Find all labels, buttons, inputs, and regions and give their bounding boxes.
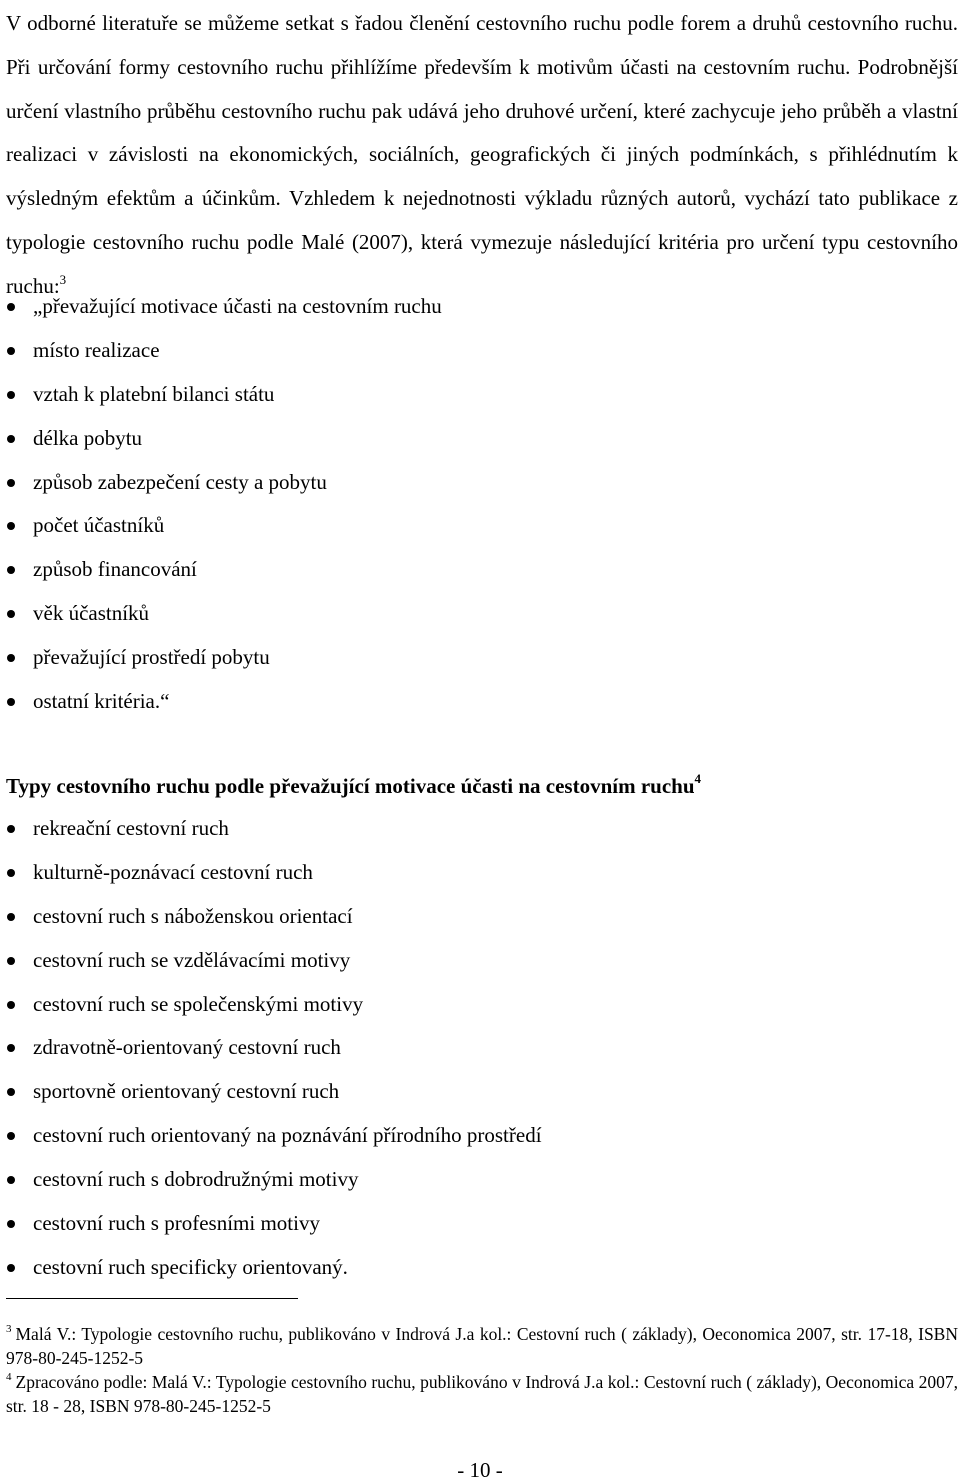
bullet-icon: [7, 522, 15, 530]
list-item: cestovní ruch s dobrodružnými motivy: [6, 1158, 946, 1202]
list-item: délka pobytu: [6, 417, 946, 461]
bullet-icon: [7, 303, 15, 311]
footnote-3: [6, 1322, 958, 1370]
document-page: [6, 0, 958, 1416]
footnote-text: Malá V.: Typologie cestovního ruchu, publikováno v Indrová J.a kol.: Cestovní ruch ( základy), Oeconomica 2007, str. 17-18, ISBN 978-80-245-1252-5: [6, 1324, 958, 1368]
bullet-icon: [7, 610, 15, 618]
list-item: cestovní ruch se společenskými motivy: [6, 983, 946, 1027]
list-item: cestovní ruch s náboženskou orientací: [6, 895, 946, 939]
criteria-list: [6, 285, 946, 724]
bullet-icon: [7, 825, 15, 833]
list-item: způsob financování: [6, 548, 946, 592]
footnote-divider: [6, 1298, 298, 1299]
list-item: místo realizace: [6, 329, 946, 373]
list-item: ostatní kritéria.“: [6, 680, 946, 724]
bullet-icon: [7, 347, 15, 355]
list-item: cestovní ruch s profesními motivy: [6, 1202, 946, 1246]
bullet-icon: [7, 698, 15, 706]
bullet-icon: [7, 479, 15, 487]
list-item: kulturně-poznávací cestovní ruch: [6, 851, 946, 895]
bullet-icon: [7, 869, 15, 877]
footnote-ref-4[interactable]: 4: [694, 771, 702, 786]
list-item: věk účastníků: [6, 592, 946, 636]
footnote-text: Zpracováno podle: Malá V.: Typologie cestovního ruchu, publikováno v Indrová J.a kol.: Cestovní ruch ( základy), Oeconomica 2007, str. 18 - 28, ISBN 978-80-245-1252-5: [6, 1372, 958, 1416]
list-item: cestovní ruch se vzdělávacími motivy: [6, 939, 946, 983]
list-item: „převažující motivace účasti na cestovním ruchu: [6, 285, 946, 329]
intro-paragraph: [6, 0, 958, 309]
list-item: sportovně orientovaný cestovní ruch: [6, 1070, 946, 1114]
bullet-icon: [7, 435, 15, 443]
bullet-icon: [7, 1132, 15, 1140]
bullet-icon: [7, 1044, 15, 1052]
bullet-icon: [7, 1088, 15, 1096]
list-item: vztah k platební bilanci státu: [6, 373, 946, 417]
footnote-4: [6, 1370, 958, 1418]
footnote-number: 4: [6, 1371, 12, 1383]
bullet-icon: [7, 1220, 15, 1228]
bullet-icon: [7, 1001, 15, 1009]
bullet-icon: [7, 391, 15, 399]
list-item: převažující prostředí pobytu: [6, 636, 946, 680]
bullet-icon: [7, 913, 15, 921]
list-item: způsob zabezpečení cesty a pobytu: [6, 461, 946, 505]
list-item: cestovní ruch specificky orientovaný.: [6, 1246, 946, 1290]
bullet-icon: [7, 957, 15, 965]
list-item: cestovní ruch orientovaný na poznávání přírodního prostředí: [6, 1114, 946, 1158]
section-heading: [6, 770, 701, 802]
footnote-number: 3: [6, 1323, 12, 1335]
footnote-ref-3[interactable]: 3: [59, 271, 67, 287]
list-item: rekreační cestovní ruch: [6, 807, 946, 851]
list-item: zdravotně-orientovaný cestovní ruch: [6, 1026, 946, 1070]
bullet-icon: [7, 1176, 15, 1184]
list-item: počet účastníků: [6, 504, 946, 548]
page-number: - 10 -: [457, 1458, 503, 1482]
section-heading-text: Typy cestovního ruchu podle převažující motivace účasti na cestovním ruchu: [6, 774, 695, 798]
motivation-list: [6, 807, 946, 1290]
bullet-icon: [7, 566, 15, 574]
intro-text: V odborné literatuře se můžeme setkat s řadou členění cestovního ruchu podle forem a druhů cestovního ruchu. Při určování formy cestovního ruchu přihlížíme především k motivům účasti na cestovním ruchu. Podrobnější určení vlastního průběhu cestovního ruchu pak udává jeho druhové určení, které zachycuje jeho průběh a vlastní realizaci v závislosti na ekonomických, sociálních, geografických či jiných podmínkách, s přihlédnutím k výsledným efektům a účinkům. Vzhledem k nejednotnosti výkladu různých autorů, vychází tato publikace z typologie cestovního ruchu podle Malé (2007), která vymezuje následující kritéria pro určení typu cestovního ruchu:: [6, 11, 958, 298]
bullet-icon: [7, 654, 15, 662]
footnotes: [6, 1322, 958, 1418]
bullet-icon: [7, 1264, 15, 1272]
